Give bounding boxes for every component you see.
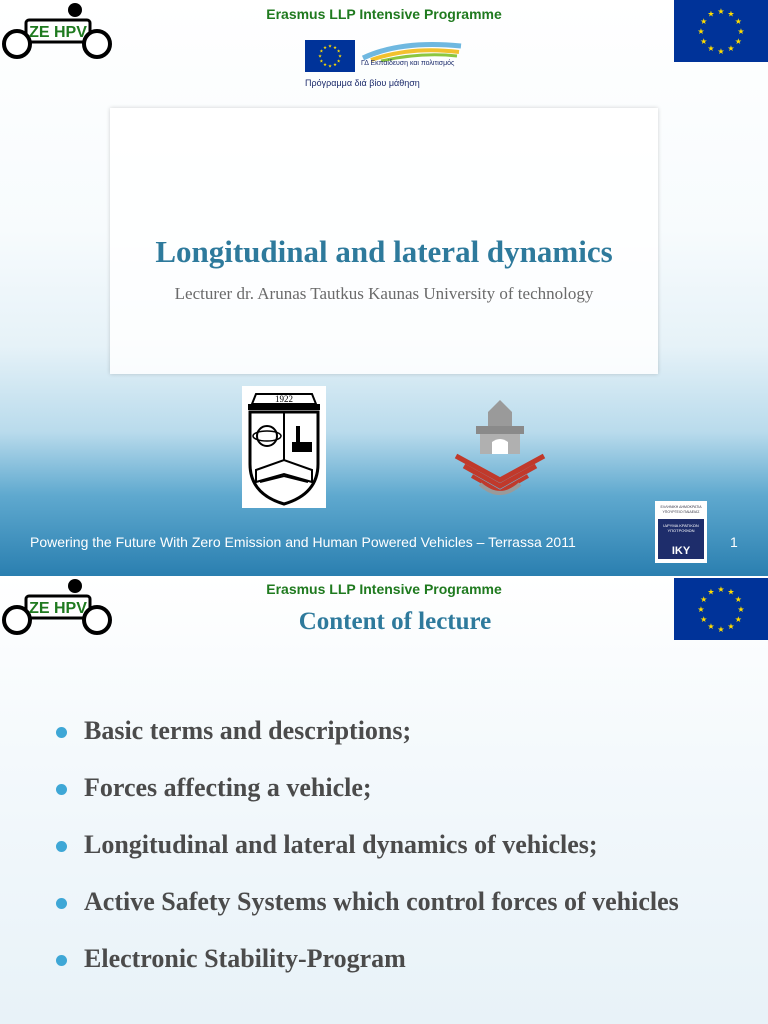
star-icon: ★	[322, 45, 328, 51]
star-icon: ★	[727, 587, 735, 597]
bullet-icon	[56, 784, 67, 795]
eu-flag-icon	[674, 0, 768, 62]
iky-wordmark: IKY	[671, 545, 691, 557]
faculty-emblem-logo	[452, 398, 548, 502]
star-icon: ★	[700, 614, 708, 624]
star-icon: ★	[697, 26, 705, 36]
star-icon: ★	[707, 587, 715, 597]
star-icon: ★	[737, 604, 745, 614]
programme-title: Erasmus LLP Intensive Programme	[266, 581, 502, 597]
star-icon: ★	[319, 49, 324, 55]
star-icon: ★	[707, 622, 715, 632]
title-card	[110, 108, 658, 374]
star-icon: ★	[717, 6, 725, 16]
star-icon: ★	[717, 46, 725, 56]
star-icon: ★	[734, 16, 742, 26]
lifelong-learning-logo	[305, 38, 465, 92]
ll-caption: ΓΔ Εκπαίδευση και πολιτισμός	[361, 60, 455, 67]
slide-title: Content of lecture	[298, 608, 492, 635]
star-icon: ★	[717, 624, 725, 634]
slide-title: Longitudinal and lateral dynamics	[155, 234, 613, 269]
star-icon: ★	[697, 604, 705, 614]
star-icon: ★	[336, 59, 341, 65]
svg-text:ZE HPV: ZE HPV	[29, 600, 87, 617]
star-icon: ★	[734, 36, 742, 46]
star-icon: ★	[737, 26, 745, 36]
star-icon: ★	[727, 44, 735, 54]
iky-ministry-text: ΕΛΛΗΝΙΚΗ ΔΗΜΟΚΡΑΤΙΑ ΥΠΟΥΡΓΕΙΟ ΠΑΙΔΕΙΑΣ	[660, 505, 702, 514]
bullet-list	[56, 712, 736, 997]
star-icon: ★	[332, 63, 338, 69]
list-item: Forces affecting a vehicle;	[56, 769, 736, 806]
slide-2	[0, 576, 768, 1024]
star-icon: ★	[717, 584, 725, 594]
star-icon: ★	[727, 9, 735, 19]
star-icon: ★	[337, 54, 343, 60]
slide-footer: Powering the Future With Zero Emission and Human Powered Vehicles – Terrassa 2011	[30, 534, 576, 550]
iky-foundation-text: ΙΔΡΥΜΑ ΚΡΑΤΙΚΩΝ ΥΠΟΤΡΟΦΙΩΝ	[663, 523, 699, 533]
bullet-icon	[56, 955, 67, 966]
star-icon: ★	[336, 49, 341, 55]
star-icon: ★	[317, 54, 323, 60]
star-icon: ★	[707, 9, 715, 19]
list-item: Longitudinal and lateral dynamics of vehicles;	[56, 826, 736, 863]
bullet-icon	[56, 727, 67, 738]
star-icon: ★	[727, 622, 735, 632]
star-icon: ★	[734, 614, 742, 624]
swoosh-icon	[361, 38, 465, 62]
ll-tagline: Πρόγραμμα διά βίου μάθηση	[305, 78, 420, 88]
university-crest-logo	[242, 386, 326, 508]
star-icon: ★	[700, 16, 708, 26]
list-item: Electronic Stability-Program	[56, 940, 736, 977]
iky-emblem	[658, 519, 704, 559]
bullet-icon	[56, 841, 67, 852]
eu-flag-small-icon	[305, 40, 355, 72]
star-icon: ★	[332, 45, 338, 51]
star-icon: ★	[319, 59, 324, 65]
star-icon: ★	[322, 63, 328, 69]
list-item: Active Safety Systems which control forces of vehicles	[56, 883, 736, 920]
star-icon: ★	[327, 64, 333, 70]
star-icon: ★	[700, 36, 708, 46]
list-item: Basic terms and descriptions;	[56, 712, 736, 749]
bullet-icon	[56, 898, 67, 909]
slide-subtitle: Lecturer dr. Arunas Tautkus Kaunas University of technology	[174, 284, 594, 303]
star-icon: ★	[700, 594, 708, 604]
star-icon: ★	[707, 44, 715, 54]
star-icon: ★	[327, 44, 333, 50]
star-icon: ★	[734, 594, 742, 604]
svg-text:1922: 1922	[275, 394, 293, 404]
page-number: 1	[730, 534, 738, 550]
svg-text:ZE HPV: ZE HPV	[29, 24, 87, 41]
programme-title: Erasmus LLP Intensive Programme	[266, 6, 502, 22]
iky-logo	[655, 501, 707, 563]
